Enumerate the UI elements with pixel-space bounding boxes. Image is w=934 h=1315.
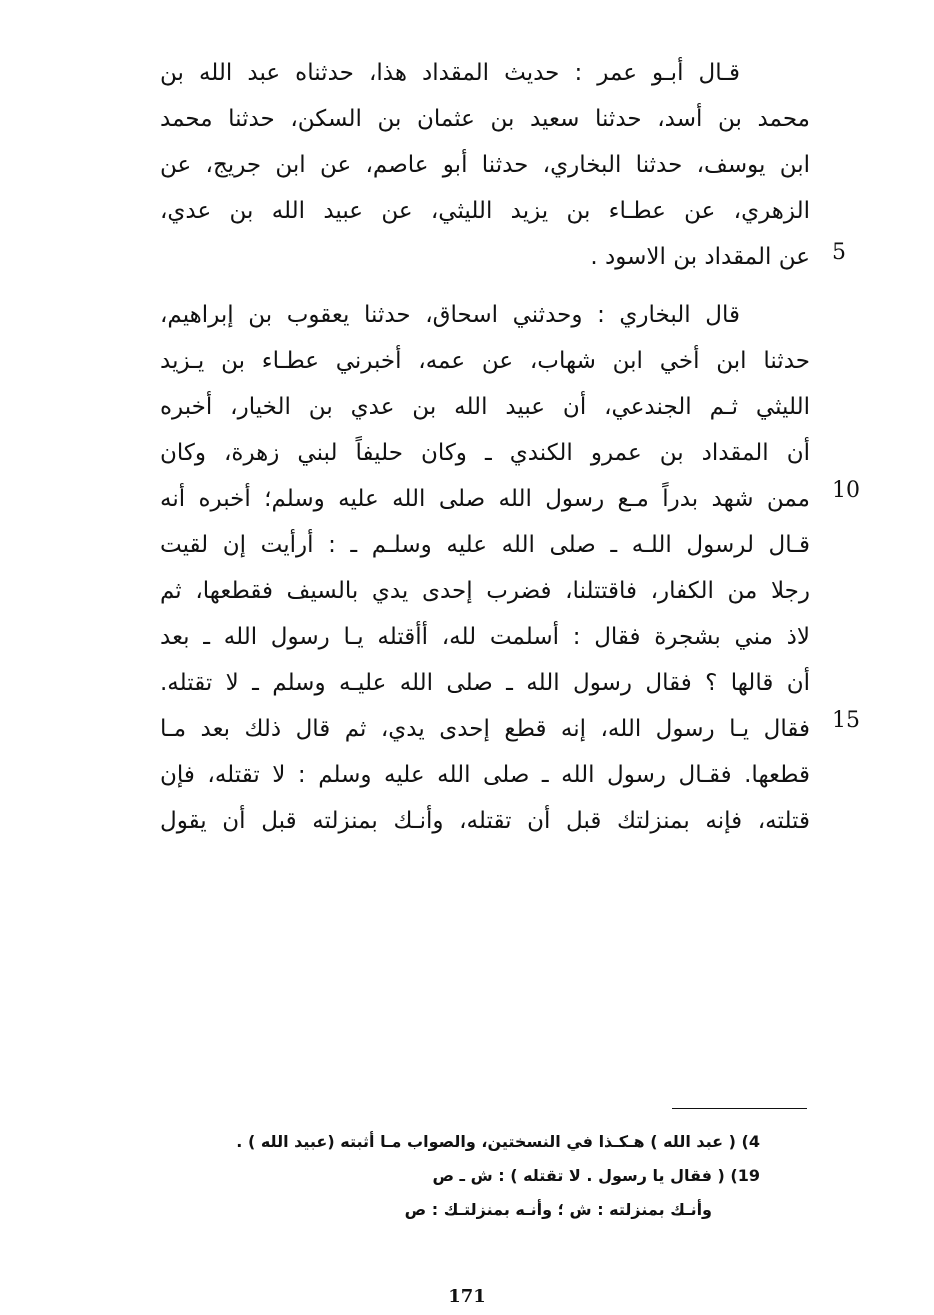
- text-line: رجلا من الكفار، فاقتتلنا، فضرب إحدى يدي بالسيف فقطعها، ثم: [160, 578, 810, 604]
- text-line: فقال يـا رسول الله، إنه قطع إحدى يدي، ثم قال ذلك بعد مـا: [160, 716, 810, 742]
- text-line: حدثنا ابن أخي ابن شهاب، عن عمه، أخبرني عطـاء بن يـزيد: [160, 348, 810, 374]
- main-text-block: [160, 50, 810, 844]
- text-line: الليثي ثـم الجندعي، أن عبيد الله بن عدي بن الخيار، أخبره: [160, 394, 810, 420]
- text-line: ابن يوسف، حدثنا البخاري، حدثنا أبو عاصم، عن ابن جريج، عن: [160, 152, 810, 178]
- line-number-5: 5: [832, 240, 846, 265]
- text-line: قتلته، فإنه بمنزلتك قبل أن تقتله، وأنـك بمنزلته قبل أن يقول: [160, 808, 810, 834]
- text-line: قال البخاري : وحدثني اسحاق، حدثنا يعقوب بن إبراهيم،: [160, 302, 740, 328]
- line-number-15: 15: [832, 708, 860, 733]
- text-line: قـال أبـو عمر : حديث المقداد هذا، حدثناه عبد الله بن: [160, 60, 740, 86]
- footnote: 19) ( فقال يا رسول . لا تقتله ) : ش ـ ص: [432, 1166, 760, 1185]
- footnote: 4) ( عبد الله ) هـكـذا في النسختين، والصواب مـا أثبته (عبيد الله ) .: [236, 1132, 760, 1151]
- text-line: عن المقداد بن الاسود .: [590, 244, 810, 270]
- footnotes-block: [150, 1125, 760, 1227]
- line-number-10: 10: [832, 478, 860, 503]
- text-line: الزهري، عن عطـاء بن يزيد الليثي، عن عبيد الله بن عدي،: [160, 198, 810, 224]
- text-line: قطعها. فقـال رسول الله ـ صلى الله عليه وسلم : لا تقتله، فإن: [160, 762, 810, 788]
- text-line: أن المقداد بن عمرو الكندي ـ وكان حليفاً لبني زهرة، وكان: [160, 440, 810, 466]
- text-line: لاذ مني بشجرة فقال : أسلمت لله، أأقتله يـا رسول الله ـ بعد: [160, 624, 810, 650]
- text-line: ممن شهد بدراً مـع رسول الله صلى الله عليه وسلم؛ أخبره أنه: [160, 486, 810, 512]
- text-line: أن قالها ؟ فقال رسول الله ـ صلى الله عليـه وسلم ـ لا تقتله.: [160, 670, 810, 696]
- text-line: محمد بن أسد، حدثنا سعيد بن عثمان بن السكن، حدثنا محمد: [160, 106, 810, 132]
- page-number: 171: [448, 1286, 486, 1307]
- footnote-divider: [672, 1108, 807, 1109]
- footnote: وأنـك بمنزلته : ش ؛ وأنـه بمنزلتـك : ص: [404, 1200, 712, 1219]
- text-line: قـال لرسول اللـه ـ صلى الله عليه وسلـم ـ : أرأيت إن لقيت: [160, 532, 810, 558]
